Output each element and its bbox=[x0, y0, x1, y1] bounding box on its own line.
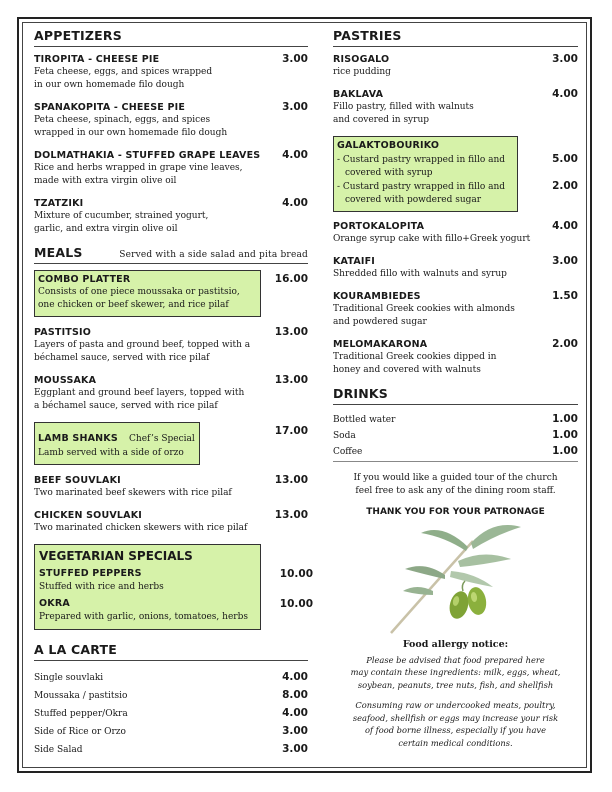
item-price: 1.50 bbox=[552, 290, 578, 302]
option-desc: - Custard pastry wrapped in fillo and covered with powdered sugar bbox=[337, 182, 506, 205]
item-price: 4.00 bbox=[282, 707, 308, 719]
item-desc: Two marinated beef skewers with rice pilaf bbox=[34, 488, 232, 498]
pastries-heading: PASTRIES bbox=[333, 28, 578, 47]
item-price: 13.00 bbox=[274, 474, 308, 486]
item-price: 13.00 bbox=[274, 374, 308, 386]
menu-item-beef-souvlaki bbox=[34, 474, 308, 500]
a-la-carte-item: Side of Rice or Orzo 3.00 bbox=[34, 725, 308, 737]
a-la-carte-item: Stuffed pepper/Okra 4.00 bbox=[34, 707, 308, 719]
menu-item-baklava bbox=[333, 88, 578, 127]
right-column bbox=[333, 28, 578, 749]
item-price: 4.00 bbox=[282, 197, 308, 209]
option-desc: - Custard pastry wrapped in fillo and covered with syrup bbox=[337, 155, 506, 178]
highlight-box bbox=[34, 270, 261, 317]
item-desc: Shredded fillo with walnuts and syrup bbox=[333, 269, 507, 279]
left-column bbox=[34, 28, 313, 761]
drink-item: Soda 1.00 bbox=[333, 429, 578, 441]
item-desc: Lamb served with a side of orzo bbox=[38, 448, 184, 458]
item-name: RISOGALO bbox=[333, 54, 390, 65]
item-price: 3.00 bbox=[282, 101, 308, 113]
item-price: 4.00 bbox=[282, 671, 308, 683]
item-price: 3.00 bbox=[552, 53, 578, 65]
allergy-notice: Food allergy notice: Please be advised that food prepared here may contain these ingredients: milk, eggs, wheat, soybean, peanuts, tree nuts, fish, and shellfish Consuming raw or undercooked meats, poultry, seafood, shellfish or eggs may increase your risk of food borne illness, especially if you have certain medical conditions. bbox=[333, 639, 578, 749]
item-price: 10.00 bbox=[279, 568, 313, 580]
item-desc: Orange syrup cake with fillo+Greek yogurt bbox=[333, 234, 531, 244]
item-desc: Feta cheese, eggs, and spices wrapped in our own homemade filo dough bbox=[34, 67, 213, 90]
item-price: 1.00 bbox=[552, 413, 578, 425]
menu-item-chicken-souvlaki bbox=[34, 509, 308, 535]
item-name: TIROPITA - CHEESE PIE bbox=[34, 54, 160, 65]
appetizers-heading: APPETIZERS bbox=[34, 28, 308, 47]
a-la-carte-heading: A LA CARTE bbox=[34, 642, 308, 661]
item-price: 2.00 bbox=[552, 180, 578, 192]
tour-note: If you would like a guided tour of the church feel free to ask any of the dining room staff. bbox=[353, 473, 558, 496]
item-name: PORTOKALOPITA bbox=[333, 221, 425, 232]
allergy-title: Food allergy notice: bbox=[402, 639, 509, 650]
item-name: GALAKTOBOURIKO bbox=[337, 140, 440, 151]
drink-item: Bottled water 1.00 bbox=[333, 413, 578, 425]
menu-item-moussaka bbox=[34, 374, 308, 413]
item-desc: Prepared with garlic, onions, tomatoes, herbs bbox=[39, 612, 248, 622]
drinks-heading: DRINKS bbox=[333, 386, 578, 405]
item-name: DOLMATHAKIA - STUFFED GRAPE LEAVES bbox=[34, 150, 261, 161]
item-desc: Two marinated chicken skewers with rice pilaf bbox=[34, 523, 248, 533]
highlight-box bbox=[34, 422, 200, 465]
item-price: 10.00 bbox=[279, 598, 313, 610]
item-desc: Fillo pastry, filled with walnuts and covered in syrup bbox=[333, 102, 474, 125]
vegetarian-specials-box bbox=[34, 544, 313, 630]
item-price: 16.00 bbox=[274, 273, 308, 285]
vegetarian-heading: VEGETARIAN SPECIALS bbox=[39, 549, 193, 563]
item-name: STUFFED PEPPERS bbox=[39, 568, 142, 579]
a-la-carte-item: Single souvlaki 4.00 bbox=[34, 671, 308, 683]
a-la-carte-item: Side Salad 3.00 bbox=[34, 743, 308, 755]
menu-item-tiropita bbox=[34, 53, 308, 92]
item-price: 4.00 bbox=[552, 220, 578, 232]
menu-item-okra bbox=[39, 598, 313, 610]
olive-branch-icon bbox=[333, 521, 578, 639]
item-name: PASTITSIO bbox=[34, 327, 92, 338]
menu-item-stuffed-peppers bbox=[39, 568, 313, 580]
menu-item-kourambiedes bbox=[333, 290, 578, 329]
item-price: 2.00 bbox=[552, 338, 578, 350]
menu-item-kataifi bbox=[333, 255, 578, 281]
item-price: 5.00 bbox=[552, 153, 578, 165]
item-name: CHICKEN SOUVLAKI bbox=[34, 510, 143, 521]
menu-item-risogalo bbox=[333, 53, 578, 79]
item-price: 13.00 bbox=[274, 326, 308, 338]
item-desc: Mixture of cucumber, strained yogurt, garlic, and extra virgin olive oil bbox=[34, 211, 209, 234]
item-price: 4.00 bbox=[282, 149, 308, 161]
item-desc: Traditional Greek cookies with almonds and powdered sugar bbox=[333, 304, 515, 327]
item-desc: Consists of one piece moussaka or pastitsio, one chicken or beef skewer, and rice pilaf bbox=[38, 287, 240, 310]
item-name: BEEF SOUVLAKI bbox=[34, 475, 121, 486]
item-name: BAKLAVA bbox=[333, 89, 384, 100]
menu-item-galaktobouriko bbox=[333, 136, 578, 212]
menu-item-pastitsio bbox=[34, 326, 308, 365]
item-name: MOUSSAKA bbox=[34, 375, 97, 386]
item-name: MELOMAKARONA bbox=[333, 339, 428, 350]
item-price: 1.00 bbox=[552, 445, 578, 457]
item-price: 3.00 bbox=[282, 725, 308, 737]
menu-item-combo-platter bbox=[34, 270, 308, 317]
item-price: 3.00 bbox=[282, 743, 308, 755]
item-price: 4.00 bbox=[552, 88, 578, 100]
item-price: 1.00 bbox=[552, 429, 578, 441]
meals-heading: MEALS Served with a side salad and pita bread bbox=[34, 245, 308, 264]
menu-item-tzatziki bbox=[34, 197, 308, 236]
item-name: KOURAMBIEDES bbox=[333, 291, 421, 302]
item-name: KATAIFI bbox=[333, 256, 376, 267]
item-desc: rice pudding bbox=[333, 67, 391, 77]
drink-item: Coffee 1.00 bbox=[333, 445, 578, 462]
item-name: TZATZIKI bbox=[34, 198, 84, 209]
item-desc: Stuffed with rice and herbs bbox=[39, 582, 164, 592]
menu-item-melomakarona bbox=[333, 338, 578, 377]
item-name: COMBO PLATTER bbox=[38, 274, 131, 285]
item-name: SPANAKOPITA - CHEESE PIE bbox=[34, 102, 186, 113]
chef-special-tag: Chef’s Special bbox=[129, 434, 195, 444]
item-name: OKRA bbox=[39, 598, 70, 609]
a-la-carte-item: Moussaka / pastitsio 8.00 bbox=[34, 689, 308, 701]
item-price: 13.00 bbox=[274, 509, 308, 521]
item-desc: Layers of pasta and ground beef, topped with a béchamel sauce, served with rice pilaf bbox=[34, 340, 251, 363]
item-desc: Eggplant and ground beef layers, topped with a béchamel sauce, served with rice pilaf bbox=[34, 388, 245, 411]
menu-item-portokalopita bbox=[333, 220, 578, 246]
item-price: 17.00 bbox=[274, 425, 308, 437]
menu-item-spanakopita bbox=[34, 101, 308, 140]
item-price: 8.00 bbox=[282, 689, 308, 701]
item-desc: Peta cheese, spinach, eggs, and spices wrapped in our own homemade filo dough bbox=[34, 115, 228, 138]
menu-item-dolmathakia bbox=[34, 149, 308, 188]
highlight-box bbox=[333, 136, 518, 212]
meals-subtitle: Served with a side salad and pita bread bbox=[119, 250, 308, 260]
thank-you-text: THANK YOU FOR YOUR PATRONAGE bbox=[366, 507, 545, 517]
item-price: 3.00 bbox=[552, 255, 578, 267]
menu-item-lamb-shanks bbox=[34, 422, 308, 465]
item-price: 3.00 bbox=[282, 53, 308, 65]
item-desc: Traditional Greek cookies dipped in honey and covered with walnuts bbox=[333, 352, 497, 375]
item-desc: Rice and herbs wrapped in grape vine leaves, made with extra virgin olive oil bbox=[34, 163, 243, 186]
item-name: LAMB SHANKS bbox=[38, 433, 118, 444]
